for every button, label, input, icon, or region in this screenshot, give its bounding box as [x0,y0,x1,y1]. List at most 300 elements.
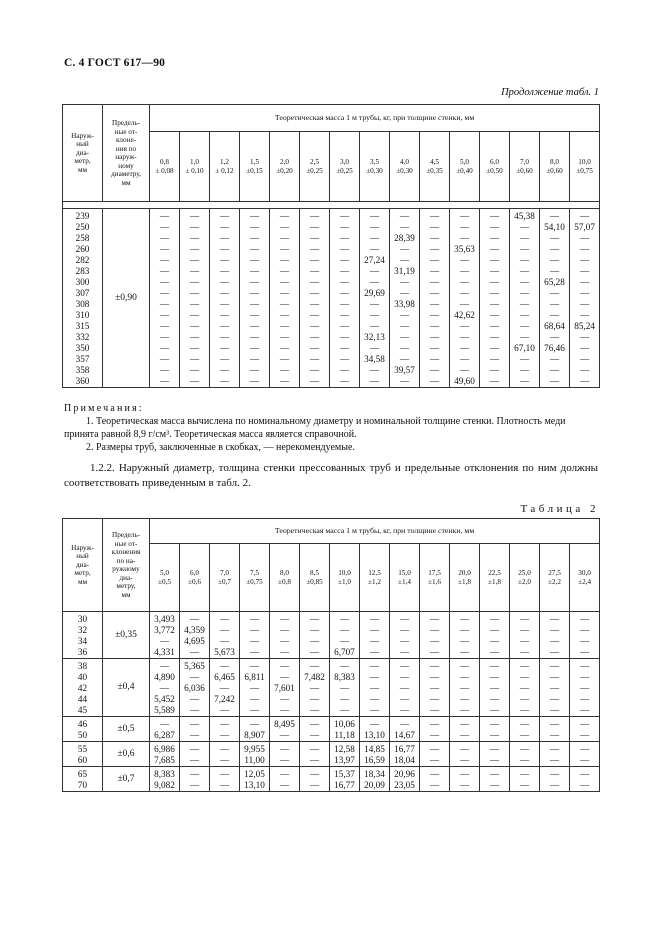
notes-title: Примечания: [64,403,144,414]
spacer-row [63,202,600,209]
mass-column [570,742,600,767]
mass-value: — [219,332,230,342]
mass-value: — [429,730,440,740]
mass-value: — [580,299,590,309]
mass-value: — [219,288,230,298]
mass-value: — [339,211,350,221]
mass-value: — [279,647,290,657]
mass-column [570,209,600,388]
mass-value: — [159,719,170,729]
mass-column [450,717,480,742]
mass-column [390,209,420,388]
mass-value: — [549,614,560,624]
thickness-header: 27,5 ±2,2 [540,544,570,612]
mass-value: — [309,744,320,754]
mass-value: 7,601 [274,683,295,693]
diameter-value: 357 [75,354,90,364]
mass-value: — [429,343,440,353]
mass-value: — [309,255,320,265]
mass-value: — [519,299,530,309]
mass-column [480,767,510,792]
mass-value: — [279,299,290,309]
mass-value: — [249,266,260,276]
mass-value: — [279,310,290,320]
mass-value: — [580,719,590,729]
mass-value: — [489,211,500,221]
mass-value: 49,60 [454,376,475,386]
mass-value: — [519,780,530,790]
mass-value: — [339,266,350,276]
mass-value: — [189,647,200,657]
mass-value: — [549,376,560,386]
mass-value: — [279,614,290,624]
mass-value: — [429,769,440,779]
mass-column [150,717,180,742]
mass-value: — [399,705,410,715]
mass-value: — [489,321,500,331]
mass-value: — [159,661,170,671]
diameter-cell [63,612,103,659]
mass-value: — [459,365,470,375]
mass-value: — [219,299,230,309]
mass-value: 65,28 [544,277,565,287]
thickness-header: 3,5 ±0,30 [360,132,390,202]
mass-value: — [489,376,500,386]
mass-value: — [249,233,260,243]
mass-column [270,717,300,742]
mass-value: — [219,705,230,715]
mass-value: — [549,332,560,342]
mass-value: — [459,233,470,243]
mass-column [180,767,210,792]
mass-value: 4,695 [184,636,205,646]
mass-column [240,717,270,742]
mass-column [300,742,330,767]
mass-value: — [399,343,410,353]
mass-column [330,742,360,767]
mass-value: — [549,255,560,265]
mass-value: — [369,222,380,232]
mass-value: 31,19 [394,266,415,276]
diameter-value: 358 [75,365,90,375]
mass-value: — [580,705,590,715]
mass-value: — [429,672,440,682]
header-theoretical-mass: Теоретическая масса 1 м трубы, кг, при толщине стенки, мм [150,105,600,132]
mass-value: — [369,365,380,375]
diameter-value: 258 [75,233,90,243]
mass-value: — [219,730,230,740]
mass-value: 8,907 [244,730,265,740]
mass-value: — [399,244,410,254]
mass-column [570,612,600,659]
diameter-value: 350 [75,343,90,353]
mass-value: — [580,310,590,320]
mass-value: — [159,321,170,331]
thickness-header: 5,0 ±0,5 [150,544,180,612]
mass-value: — [279,730,290,740]
mass-column [150,612,180,659]
mass-value: — [219,636,230,646]
mass-value: — [189,343,200,353]
mass-value: — [279,343,290,353]
mass-value: — [459,222,470,232]
mass-value: — [580,636,590,646]
mass-value: — [399,288,410,298]
mass-column [390,742,420,767]
mass-value: — [459,780,470,790]
mass-value: — [189,288,200,298]
mass-value: — [580,211,590,221]
mass-column [330,612,360,659]
mass-column [390,612,420,659]
mass-value: — [580,672,590,682]
mass-value: 12,58 [334,744,355,754]
mass-column [420,612,450,659]
diameter-cell [63,209,103,388]
table-2-caption: Таблица 2 [520,503,599,515]
mass-value: — [519,755,530,765]
mass-value: — [369,683,380,693]
mass-value: — [459,694,470,704]
mass-value: — [309,211,320,221]
thickness-header: 2,0 ±0,20 [270,132,300,202]
mass-value: — [429,705,440,715]
diameter-value: 32 [77,625,88,635]
mass-value: 16,77 [394,744,415,754]
diameter-value: 360 [75,376,90,386]
mass-column [510,209,540,388]
mass-value: — [309,354,320,364]
tolerance-cell: ±0,35 [103,612,150,659]
mass-value: — [459,211,470,221]
mass-value: — [489,661,500,671]
mass-value: — [309,719,320,729]
mass-value: — [399,683,410,693]
table-2 [62,518,600,792]
mass-column [570,717,600,742]
mass-value: — [459,343,470,353]
mass-value: 42,62 [454,310,475,320]
mass-column [210,767,240,792]
mass-value: — [580,755,590,765]
diameter-value: 250 [75,222,90,232]
thickness-header: 22,5 ±1,8 [480,544,510,612]
mass-value: — [249,647,260,657]
mass-value: — [309,365,320,375]
mass-value: — [429,332,440,342]
mass-value: — [580,255,590,265]
mass-value: — [249,719,260,729]
mass-value: — [369,614,380,624]
mass-value: 7,482 [304,672,325,682]
mass-value: 11,00 [244,755,265,765]
mass-value: — [519,661,530,671]
mass-column [390,767,420,792]
mass-value: — [309,780,320,790]
thickness-header: 15,0 ±1,4 [390,544,420,612]
mass-value: — [399,211,410,221]
mass-value: 16,77 [334,780,355,790]
mass-value: — [309,299,320,309]
mass-value: — [189,233,200,243]
mass-column [570,659,600,717]
mass-value: — [519,614,530,624]
mass-column [540,767,570,792]
mass-value: — [249,636,260,646]
thickness-header: 7,5 ±0,75 [240,544,270,612]
mass-value: — [159,343,170,353]
mass-value: — [159,332,170,342]
header-tolerance: Предель- ные от- клоне- ния по наруж- ному диаметру, мм [103,105,150,202]
diameter-value: 310 [75,310,90,320]
mass-value: — [459,730,470,740]
mass-column [210,717,240,742]
mass-value: — [429,365,440,375]
continuation-label: Продолжение табл. 1 [501,87,599,98]
thickness-header: 10,0 ±1,0 [330,544,360,612]
mass-value: — [489,636,500,646]
diameter-value: 239 [75,211,90,221]
diameter-value: 55 [77,744,88,754]
mass-value: — [309,683,320,693]
tolerance-cell: ±0,6 [103,742,150,767]
mass-value: 5,452 [154,694,175,704]
table-row [63,659,600,717]
mass-value: — [459,321,470,331]
mass-value: 23,05 [394,780,415,790]
mass-value: — [429,719,440,729]
mass-value: — [429,661,440,671]
mass-value: — [489,332,500,342]
mass-value: — [189,719,200,729]
thickness-header: 1,5 ±0,15 [240,132,270,202]
header-outer-diameter: Наруж- ный диа- метр, мм [63,105,103,202]
mass-value: — [189,744,200,754]
mass-value: — [309,694,320,704]
mass-value: — [429,755,440,765]
mass-value: 6,986 [154,744,175,754]
mass-value: 54,10 [544,222,565,232]
mass-column [450,612,480,659]
mass-column [450,767,480,792]
mass-value: 29,69 [364,288,385,298]
diameter-value: 260 [75,244,90,254]
mass-column [270,767,300,792]
thickness-header: 1,0 ± 0,10 [180,132,210,202]
mass-value: — [369,343,380,353]
thickness-header: 3,0 ±0,25 [330,132,360,202]
mass-value: — [489,647,500,657]
mass-value: — [489,310,500,320]
diameter-value: 50 [77,730,88,740]
mass-value: — [489,343,500,353]
mass-value: — [489,277,500,287]
page-header: С. 4 ГОСТ 617—90 [64,57,166,69]
mass-value: — [219,255,230,265]
mass-column [450,659,480,717]
mass-value: — [309,222,320,232]
mass-value: 15,37 [334,769,355,779]
table-row [63,742,600,767]
mass-value: — [580,277,590,287]
mass-value: — [369,233,380,243]
mass-value: — [369,310,380,320]
mass-value: — [279,332,290,342]
mass-column [210,209,240,388]
mass-value: — [219,719,230,729]
mass-value: — [339,625,350,635]
mass-value: — [219,661,230,671]
mass-column [510,742,540,767]
mass-value: — [549,780,560,790]
mass-column [360,717,390,742]
mass-value: — [249,277,260,287]
mass-value: — [309,636,320,646]
mass-value: 18,34 [364,769,385,779]
mass-value: — [249,376,260,386]
mass-value: — [219,755,230,765]
mass-value: — [489,780,500,790]
mass-value: — [519,233,530,243]
mass-value: — [549,769,560,779]
thickness-header: 25,0 ±2,0 [510,544,540,612]
mass-value: — [309,705,320,715]
mass-value: — [309,647,320,657]
mass-value: — [429,288,440,298]
mass-value: — [339,233,350,243]
mass-value: — [429,321,440,331]
mass-value: — [279,244,290,254]
table-row [63,717,600,742]
mass-value: — [399,354,410,364]
mass-value: — [339,661,350,671]
mass-value: — [219,365,230,375]
mass-value: — [399,661,410,671]
mass-value: — [339,683,350,693]
mass-value: — [309,343,320,353]
mass-value: — [549,233,560,243]
mass-value: — [249,625,260,635]
mass-value: — [489,222,500,232]
mass-column [240,742,270,767]
mass-column [540,742,570,767]
mass-value: — [249,299,260,309]
mass-value: — [309,244,320,254]
mass-value: — [339,288,350,298]
mass-value: — [369,266,380,276]
mass-value: — [549,744,560,754]
mass-value: 20,96 [394,769,415,779]
mass-column [180,209,210,388]
mass-value: — [399,332,410,342]
mass-value: — [489,288,500,298]
mass-value: — [459,719,470,729]
mass-value: 57,07 [574,222,595,232]
mass-value: — [279,672,290,682]
mass-value: — [189,705,200,715]
mass-value: — [369,719,380,729]
mass-value: — [189,730,200,740]
diameter-value: 60 [77,755,88,765]
mass-value: — [369,277,380,287]
mass-value: — [580,332,590,342]
mass-value: — [549,661,560,671]
mass-value: — [489,755,500,765]
mass-value: — [580,376,590,386]
mass-value: — [339,365,350,375]
mass-value: — [309,614,320,624]
mass-value: — [219,625,230,635]
thickness-header: 8,5 ±0,85 [300,544,330,612]
table-1 [62,104,600,388]
mass-value: 6,287 [154,730,175,740]
mass-column [240,209,270,388]
mass-column [300,612,330,659]
header-row [63,519,600,544]
mass-value: — [159,244,170,254]
mass-value: — [519,636,530,646]
mass-value: — [309,332,320,342]
thickness-header: 4,5 ±0,35 [420,132,450,202]
mass-value: — [489,744,500,754]
mass-column [540,717,570,742]
mass-value: — [159,354,170,364]
mass-value: — [339,705,350,715]
mass-value: — [399,310,410,320]
tolerance-cell: ±0,4 [103,659,150,717]
diameter-value: 300 [75,277,90,287]
note-1: 1. Теоретическая масса вычислена по номинальному диаметру и номинальной толщине стенки. Плотность меди принята равной 8,9 г/см³. Теоретическая масса является справочной. [64,416,566,440]
mass-value: — [219,233,230,243]
mass-value: — [399,694,410,704]
mass-value: — [279,354,290,364]
thickness-header: 7,0 ±0,7 [210,544,240,612]
mass-value: — [549,266,560,276]
mass-value: — [369,376,380,386]
mass-value: 16,59 [364,755,385,765]
mass-value: — [279,755,290,765]
mass-value: 32,13 [364,332,385,342]
mass-value: — [189,332,200,342]
thickness-header: 10,0 ±0,75 [570,132,600,202]
mass-value: 8,495 [274,719,295,729]
mass-value: 5,589 [154,705,175,715]
mass-value: — [489,672,500,682]
mass-value: — [249,354,260,364]
mass-value: — [249,343,260,353]
mass-value: — [580,744,590,754]
mass-column [360,209,390,388]
mass-value: — [429,310,440,320]
thickness-header: 4,0 ±0,30 [390,132,420,202]
mass-value: 76,46 [544,343,565,353]
mass-value: 3,493 [154,614,175,624]
mass-value: — [519,266,530,276]
mass-value: 13,97 [334,755,355,765]
diameter-value: 283 [75,266,90,276]
mass-value: — [549,647,560,657]
mass-value: — [189,222,200,232]
mass-column [360,767,390,792]
mass-value: — [219,744,230,754]
mass-value: — [549,683,560,693]
mass-value: — [429,354,440,364]
mass-value: — [489,299,500,309]
mass-value: — [519,683,530,693]
mass-value: — [279,705,290,715]
mass-value: — [459,647,470,657]
diameter-value: 44 [77,694,88,704]
